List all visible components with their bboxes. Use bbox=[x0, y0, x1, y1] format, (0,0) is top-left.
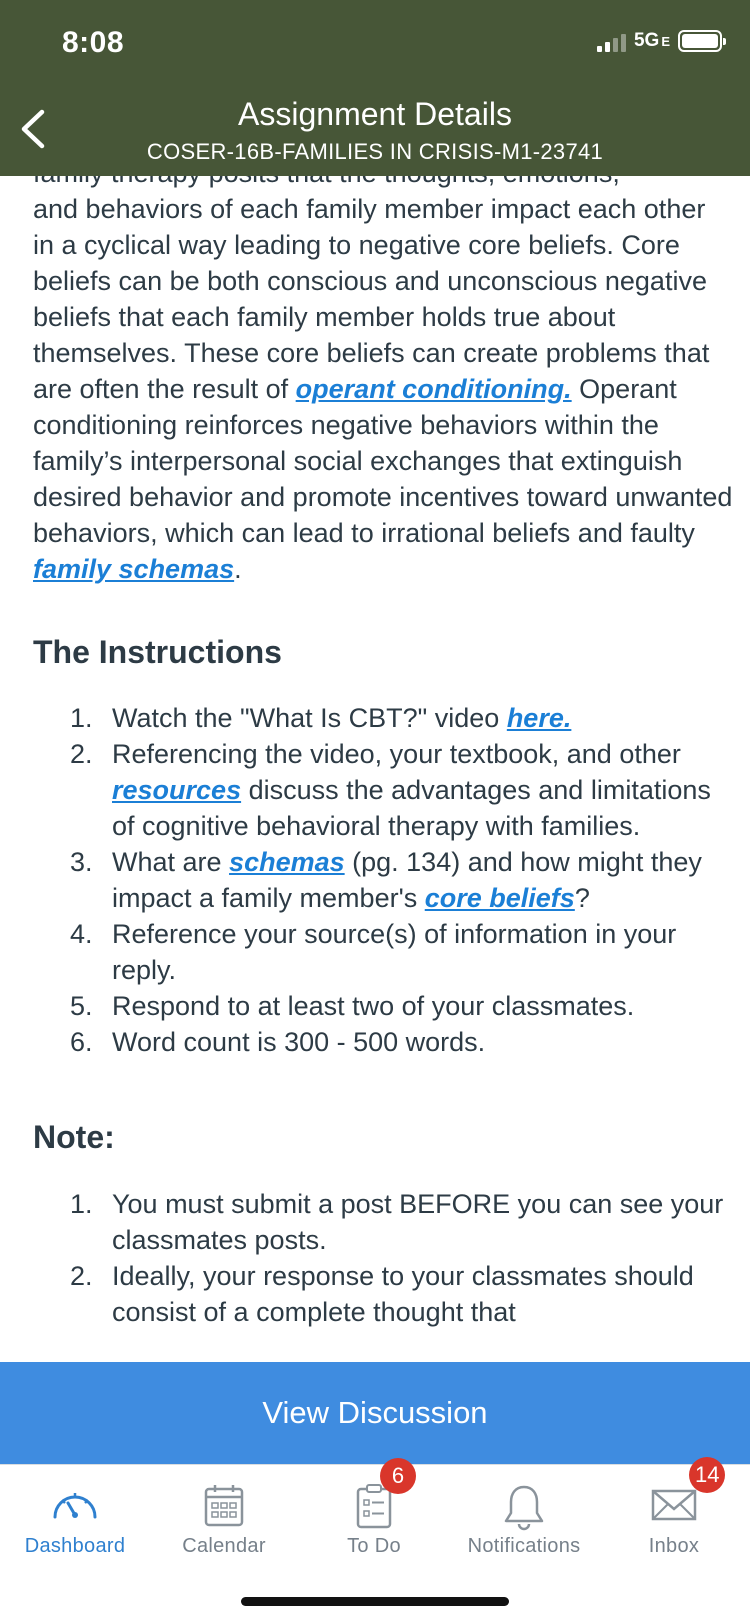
list-text: Ideally, your response to your classmates should consist of a complete thought that bbox=[112, 1261, 694, 1327]
list-text: You must submit a post BEFORE you can see your classmates posts. bbox=[112, 1189, 724, 1255]
list-text: discuss the advantages and limitations of cognitive behavioral therapy with families. bbox=[112, 775, 711, 841]
list-text: Watch the "What Is CBT?" video bbox=[112, 703, 507, 733]
list-text: Referencing the video, your textbook, and other bbox=[112, 739, 681, 769]
envelope-icon bbox=[650, 1483, 698, 1523]
list-number: 1. bbox=[70, 1189, 93, 1219]
list-number: 5. bbox=[70, 991, 93, 1021]
tab-dashboard[interactable] bbox=[0, 1465, 150, 1575]
resources-link[interactable]: resources bbox=[112, 775, 242, 805]
tab-label: Dashboard bbox=[24, 1535, 126, 1557]
status-time: 8:08 bbox=[62, 26, 125, 59]
list-text: Word count is 300 - 500 words. bbox=[112, 1027, 486, 1057]
list-number: 6. bbox=[70, 1027, 93, 1057]
page-title: Assignment Details bbox=[238, 96, 512, 132]
list-text: (pg. 134) and how might they impact a family member's bbox=[112, 847, 702, 913]
description-paragraph bbox=[33, 155, 733, 587]
signal-icon bbox=[597, 30, 626, 52]
network-label: 5G E bbox=[633, 30, 670, 51]
bell-icon bbox=[501, 1483, 547, 1531]
description-text-2: Operant conditioning reinforces negative behaviors within the family’s interpersonal social exchanges that extinguish desired behavior and promote incentives toward unwanted behaviors, which can lead to irrational beliefs and faulty bbox=[33, 374, 733, 548]
video-here-link[interactable]: here. bbox=[506, 703, 572, 733]
tab-label: Notifications bbox=[467, 1535, 581, 1557]
bottom-tab-bar bbox=[0, 1464, 750, 1624]
schemas-link[interactable]: schemas bbox=[229, 847, 345, 877]
family-schemas-link[interactable]: family schemas bbox=[33, 554, 235, 584]
tab-todo[interactable] bbox=[299, 1465, 449, 1575]
calendar-icon bbox=[202, 1483, 246, 1529]
list-item bbox=[70, 1186, 725, 1258]
list-text: Reference your source(s) of information in your reply. bbox=[112, 919, 677, 985]
description-text-3: . bbox=[234, 554, 242, 584]
list-text: Respond to at least two of your classmates. bbox=[112, 991, 635, 1021]
app-header bbox=[0, 0, 750, 176]
home-indicator[interactable] bbox=[241, 1597, 509, 1606]
status-indicators bbox=[597, 30, 722, 52]
tab-inbox[interactable] bbox=[599, 1462, 749, 1575]
list-item bbox=[70, 736, 725, 844]
battery-icon bbox=[678, 30, 722, 52]
tab-label: Calendar bbox=[182, 1535, 266, 1557]
todo-count-badge: 6 bbox=[380, 1458, 416, 1494]
operant-conditioning-link[interactable]: operant conditioning. bbox=[295, 374, 572, 404]
list-text: What are bbox=[112, 847, 230, 877]
core-beliefs-link[interactable]: core beliefs bbox=[424, 883, 575, 913]
list-number: 2. bbox=[70, 739, 93, 769]
list-item bbox=[70, 844, 725, 916]
list-item bbox=[70, 916, 725, 988]
course-subtitle: COSER-16B-FAMILIES IN CRISIS-M1-23741 bbox=[146, 139, 604, 164]
list-number: 4. bbox=[70, 919, 93, 949]
instructions-heading: The Instructions bbox=[33, 634, 282, 670]
dashboard-gauge-icon bbox=[50, 1483, 100, 1523]
description-text-1: and behaviors of each family member impact each other in a cyclical way leading to negative core beliefs. Core beliefs can be both conscious and unconscious negative beliefs that each family member holds true about themselves. These core beliefs can create problems that are often the result of bbox=[33, 194, 710, 404]
list-number: 3. bbox=[70, 847, 93, 877]
tab-label: To Do bbox=[347, 1535, 401, 1557]
list-item bbox=[70, 700, 725, 736]
view-discussion-button[interactable]: View Discussion bbox=[0, 1362, 750, 1464]
tab-label: Inbox bbox=[648, 1535, 700, 1557]
tab-calendar[interactable] bbox=[149, 1465, 299, 1575]
note-list bbox=[70, 1186, 725, 1330]
list-item bbox=[70, 1024, 725, 1060]
instructions-list bbox=[70, 700, 725, 1060]
list-item bbox=[70, 1258, 725, 1330]
tab-notifications[interactable] bbox=[449, 1465, 599, 1575]
list-number: 1. bbox=[70, 703, 93, 733]
list-number: 2. bbox=[70, 1261, 93, 1291]
inbox-count-badge: 14 bbox=[689, 1457, 725, 1493]
list-text: ? bbox=[574, 883, 590, 913]
list-item bbox=[70, 988, 725, 1024]
note-heading: Note: bbox=[33, 1119, 115, 1155]
